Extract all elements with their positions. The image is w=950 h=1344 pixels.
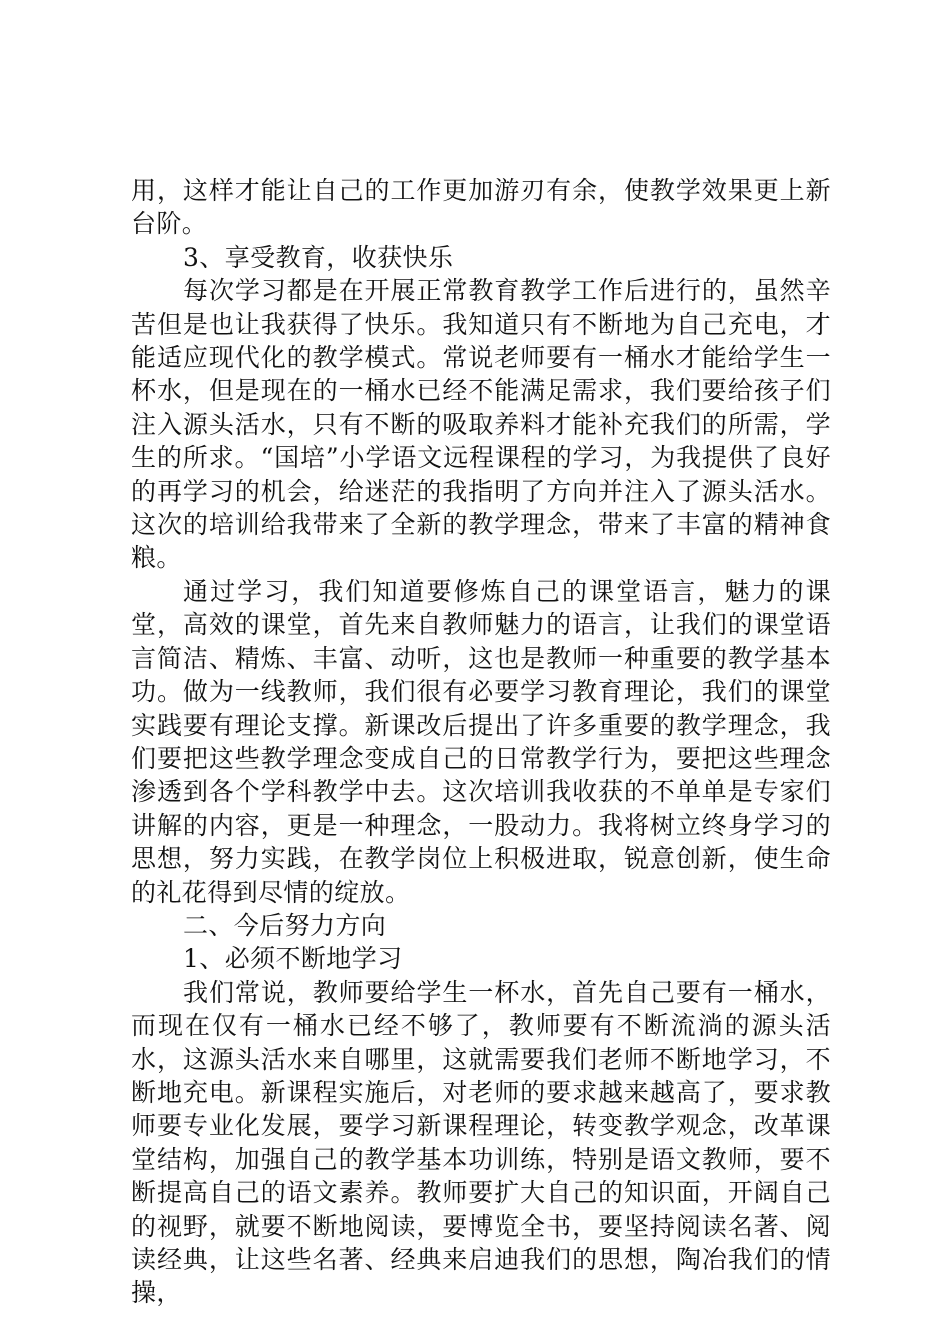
section-heading-enjoy-education: 3、享受教育，收获快乐	[183, 242, 454, 272]
subsection-heading-keep-learning: 1、必须不断地学习	[183, 944, 403, 974]
paragraph-classroom-language: 通过学习，我们知道要修炼自己的课堂语言，魅力的课堂，高效的课堂，首先来自教师魅力的语言，让我们的课堂语言简洁、精炼、丰富、动听，这也是教师一种重要的教学基本功。做为一线教师，我们很有必要学习教育理论，我们的课堂实践要有理论支撑。新课改后提出了许多重要的教学理念，我们要把这些教学理念变成自己的日常教学行为，要把这些理念渗透到各个学科教学中去。这次培训我收获的不单单是专家们讲解的内容，更是一种理念，一股动力。我将树立终身学习的思想，努力实践，在教学岗位上积极进取，锐意创新，使生命的礼花得到尽情的绽放。	[131, 576, 831, 907]
paragraph-continuation: 用，这样才能让自己的工作更加游刃有余，使教学效果更上新台阶。	[131, 176, 831, 239]
document-page	[131, 174, 831, 1310]
paragraph-bucket-of-water: 我们常说，教师要给学生一杯水，首先自己要有一桶水，而现在仅有一桶水已经不够了，教师要有不断流淌的源头活水，这源头活水来自哪里，这就需要我们老师不断地学习，不断地充电。新课程实施后，对老师的要求越来越高了，要求教师要专业化发展，要学习新课程理论，转变教学观念，改革课堂结构，加强自己的教学基本功训练，特别是语文教师，要不断提高自己的语文素养。教师要扩大自己的知识面，开阔自己的视野，就要不断地阅读，要博览全书，要坚持阅读名著、阅读经典，让这些名著、经典来启迪我们的思想，陶冶我们的情操，	[131, 977, 831, 1308]
section-heading-future-direction: 二、今后努力方向	[183, 910, 387, 940]
paragraph-learning-joy: 每次学习都是在开展正常教育教学工作后进行的，虽然辛苦但是也让我获得了快乐。我知道只有不断地为自己充电，才能适应现代化的教学模式。常说老师要有一桶水才能给学生一杯水，但是现在的一桶水已经不能满足需求，我们要给孩子们注入源头活水，只有不断的吸取养料才能补充我们的所需，学生的所求。“国培”小学语文远程课程的学习，为我提供了良好的再学习的机会，给迷茫的我指明了方向并注入了源头活水。这次的培训给我带来了全新的教学理念，带来了丰富的精神食粮。	[131, 276, 831, 573]
